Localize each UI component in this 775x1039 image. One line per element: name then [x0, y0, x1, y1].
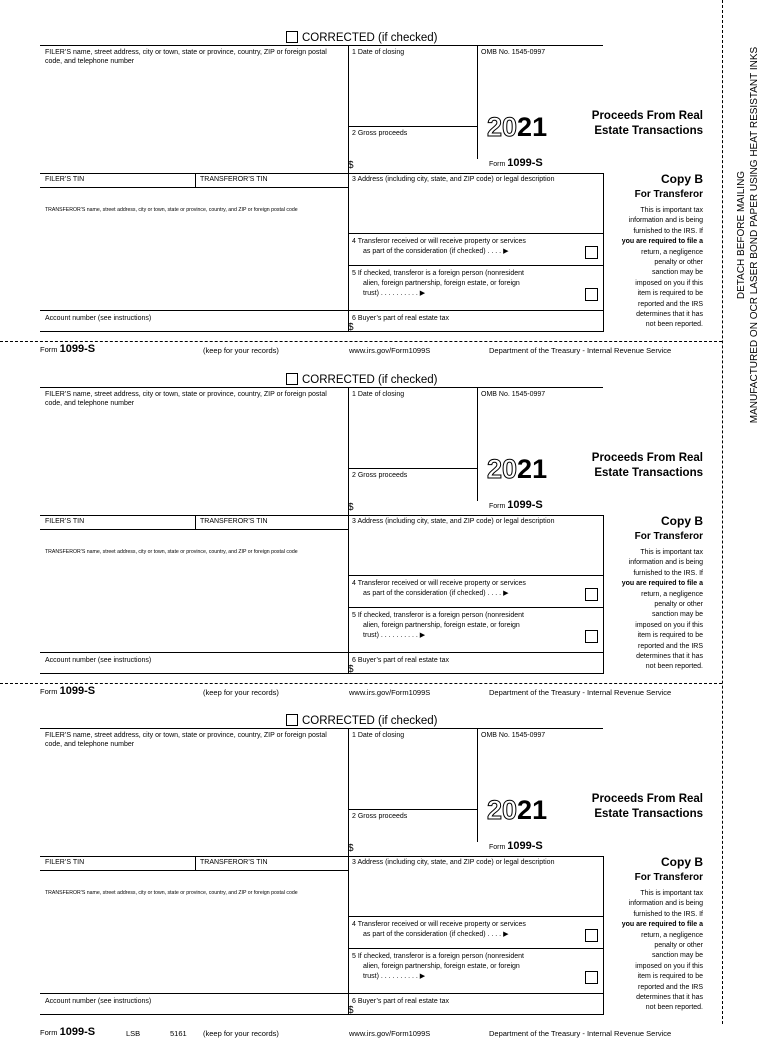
omb-number: OMB No. 1545-0997	[481, 732, 546, 739]
box4-checkbox[interactable]	[585, 929, 598, 942]
vertical-cut-line	[722, 0, 723, 1024]
tax-notice	[603, 889, 703, 1014]
form-number	[489, 499, 543, 513]
notice-line: return, a negligence	[641, 248, 703, 256]
account-number-label: Account number (see instructions)	[45, 657, 152, 664]
box5-line3: trust) . . . . . . . . . . ▶	[363, 290, 426, 297]
box2-label: 2 Gross proceeds	[352, 472, 408, 479]
corrected-checkbox[interactable]	[286, 31, 437, 45]
copy-recipient: For Transferor	[634, 531, 703, 542]
tax-notice	[603, 548, 703, 673]
omb-number: OMB No. 1545-0997	[481, 49, 546, 56]
title-line1: Proceeds From Real	[591, 110, 703, 122]
box6-dollar: $	[348, 1005, 354, 1016]
account-number-label: Account number (see instructions)	[45, 998, 152, 1005]
title-line2: Estate Transactions	[594, 467, 703, 479]
notice-line: reported and the IRS	[638, 983, 703, 991]
notice-line: sanction may be	[652, 611, 703, 619]
box5-line1: 5 If checked, transferor is a foreign person (nonresident	[352, 953, 524, 960]
box5-checkbox[interactable]	[585, 971, 598, 984]
box6-dollar: $	[348, 664, 354, 675]
footer-keep: (keep for your records)	[203, 688, 279, 697]
box4-checkbox[interactable]	[585, 246, 598, 259]
year-bold: 21	[517, 454, 548, 484]
footer-code: 5161	[170, 1029, 187, 1038]
box5-line2: alien, foreign partnership, foreign estate, or foreign	[363, 963, 520, 970]
notice-line: sanction may be	[652, 952, 703, 960]
notice-line: item is required to be	[637, 973, 703, 981]
notice-bold-line: you are required to file a	[621, 238, 703, 246]
box4-line2: as part of the consideration (if checked) . . . . ▶	[363, 931, 509, 938]
transferor-tin-label: TRANSFEROR’S TIN	[200, 518, 268, 525]
copy-label: Copy B	[661, 514, 703, 528]
footer-form-word: Form	[40, 1028, 58, 1037]
notice-line: item is required to be	[637, 632, 703, 640]
footer-url[interactable]: www.irs.gov/Form1099S	[349, 688, 431, 697]
footer-form-number: 1099-S	[59, 1026, 96, 1038]
form-word: Form	[489, 844, 506, 851]
filer-tin-label: FILER’S TIN	[45, 859, 85, 866]
footer-department: Department of the Treasury - Internal Revenue Service	[489, 1029, 672, 1038]
title-line1: Proceeds From Real	[591, 452, 703, 464]
notice-line: reported and the IRS	[638, 300, 703, 308]
box4-line2: as part of the consideration (if checked) . . . . ▶	[363, 590, 509, 597]
notice-line: imposed on you if this	[635, 962, 703, 970]
notice-line: penalty or other	[654, 601, 703, 609]
transferor-name-label: TRANSFEROR’S name, street address, city or town, state or province, country, and ZIP or foreign postal code	[45, 549, 298, 555]
box6-label: 6 Buyer’s part of real estate tax	[352, 998, 450, 1005]
form-1099s	[0, 31, 722, 355]
tax-year	[487, 796, 547, 824]
corrected-label: CORRECTED (if checked)	[302, 374, 438, 386]
year-bold: 21	[517, 795, 548, 825]
corrected-label: CORRECTED (if checked)	[302, 715, 438, 727]
notice-line: determines that it has	[636, 653, 703, 661]
horizontal-cut-line	[0, 683, 722, 684]
footer-keep: (keep for your records)	[203, 1029, 279, 1038]
corrected-label: CORRECTED (if checked)	[302, 32, 438, 44]
box4-line1: 4 Transferor received or will receive property or services	[352, 238, 526, 245]
corrected-checkbox[interactable]	[286, 714, 437, 728]
notice-line: determines that it has	[636, 994, 703, 1002]
year-bold: 21	[517, 112, 548, 142]
form-grid	[40, 45, 603, 331]
form-grid	[40, 728, 603, 1014]
box4-line2: as part of the consideration (if checked) . . . . ▶	[363, 248, 509, 255]
copy-label: Copy B	[661, 172, 703, 186]
box5-line1: 5 If checked, transferor is a foreign person (nonresident	[352, 270, 524, 277]
notice-line: return, a negligence	[641, 590, 703, 598]
form-title	[568, 451, 703, 481]
notice-line: This is important tax	[640, 890, 703, 897]
tax-year	[487, 455, 547, 483]
box4-checkbox[interactable]	[585, 588, 598, 601]
box3-label: 3 Address (including city, state, and ZIP code) or legal description	[352, 176, 555, 183]
checkbox-icon	[286, 31, 298, 43]
notice-line: information and is being	[628, 900, 703, 908]
box5-line3: trust) . . . . . . . . . . ▶	[363, 973, 426, 980]
transferor-tin-label: TRANSFEROR’S TIN	[200, 176, 268, 183]
notice-line: furnished to the IRS. If	[633, 569, 703, 577]
filer-tin-label: FILER’S TIN	[45, 518, 85, 525]
box5-line3: trust) . . . . . . . . . . ▶	[363, 632, 426, 639]
notice-bold-line: you are required to file a	[621, 921, 703, 929]
box2-label: 2 Gross proceeds	[352, 130, 408, 137]
box1-label: 1 Date of closing	[352, 391, 405, 398]
title-line2: Estate Transactions	[594, 125, 703, 137]
year-outline: 20	[487, 454, 518, 484]
box2-dollar: $	[348, 843, 354, 854]
year-outline: 20	[487, 112, 518, 142]
account-number-label: Account number (see instructions)	[45, 315, 152, 322]
form-1099s	[0, 373, 722, 697]
box2-label: 2 Gross proceeds	[352, 813, 408, 820]
notice-line: furnished to the IRS. If	[633, 227, 703, 235]
year-outline: 20	[487, 795, 518, 825]
form-number-value: 1099-S	[507, 499, 543, 511]
tax-notice	[603, 206, 703, 331]
box5-line2: alien, foreign partnership, foreign estate, or foreign	[363, 280, 520, 287]
notice-line: sanction may be	[652, 269, 703, 277]
transferor-name-label: TRANSFEROR’S name, street address, city or town, state or province, country, and ZIP or foreign postal code	[45, 207, 298, 213]
box6-dollar: $	[348, 322, 354, 333]
notice-line: imposed on you if this	[635, 621, 703, 629]
notice-line: information and is being	[628, 217, 703, 225]
notice-line: not been reported.	[645, 321, 703, 329]
notice-line: reported and the IRS	[638, 642, 703, 650]
footer-url[interactable]: www.irs.gov/Form1099S	[349, 346, 431, 355]
notice-line: not been reported.	[645, 663, 703, 671]
footer-url[interactable]: www.irs.gov/Form1099S	[349, 1029, 431, 1038]
side-line-manufactured: MANUFACTURED ON OCR LASER BOND PAPER USING HEAT RESISTANT INKS	[749, 46, 760, 424]
side-line-detach: DETACH BEFORE MAILING	[736, 170, 747, 300]
tax-year	[487, 113, 547, 141]
form-title	[568, 792, 703, 822]
title-line1: Proceeds From Real	[591, 793, 703, 805]
side-instructions	[735, 40, 775, 430]
filer-name-label: FILER’S name, street address, city or town, state or province, country, ZIP or foreign postal code, and telephone number	[45, 732, 327, 748]
box4-line1: 4 Transferor received or will receive property or services	[352, 580, 526, 587]
filer-name-label: FILER’S name, street address, city or town, state or province, country, ZIP or foreign postal code, and telephone number	[45, 49, 327, 65]
copy-recipient: For Transferor	[634, 189, 703, 200]
form-number-value: 1099-S	[507, 157, 543, 169]
notice-bold-line: you are required to file a	[621, 580, 703, 588]
checkbox-icon	[286, 714, 298, 726]
form-word: Form	[489, 161, 506, 168]
footer-form-number: 1099-S	[59, 343, 96, 355]
checkbox-icon	[286, 373, 298, 385]
form-number	[489, 157, 543, 171]
form-number-value: 1099-S	[507, 840, 543, 852]
footer-department: Department of the Treasury - Internal Revenue Service	[489, 346, 672, 355]
box3-label: 3 Address (including city, state, and ZIP code) or legal description	[352, 859, 555, 866]
footer-form-id	[40, 344, 95, 355]
footer-form-number: 1099-S	[59, 685, 96, 697]
footer-keep: (keep for your records)	[203, 346, 279, 355]
box2-dollar: $	[348, 502, 354, 513]
notice-line: not been reported.	[645, 1004, 703, 1012]
footer-form-id	[40, 1027, 95, 1038]
footer-lsb: LSB	[126, 1029, 141, 1038]
box5-line2: alien, foreign partnership, foreign estate, or foreign	[363, 622, 520, 629]
footer-department: Department of the Treasury - Internal Revenue Service	[489, 688, 672, 697]
horizontal-cut-line	[0, 341, 722, 342]
box1-label: 1 Date of closing	[352, 49, 405, 56]
notice-line: determines that it has	[636, 311, 703, 319]
box2-dollar: $	[348, 160, 354, 171]
form-word: Form	[489, 503, 506, 510]
footer-form-word: Form	[40, 687, 58, 696]
title-line2: Estate Transactions	[594, 808, 703, 820]
notice-line: furnished to the IRS. If	[633, 910, 703, 918]
notice-line: item is required to be	[637, 290, 703, 298]
footer-form-word: Form	[40, 345, 58, 354]
filer-name-label: FILER’S name, street address, city or town, state or province, country, ZIP or foreign postal code, and telephone number	[45, 391, 327, 407]
box4-line1: 4 Transferor received or will receive property or services	[352, 921, 526, 928]
box3-label: 3 Address (including city, state, and ZIP code) or legal description	[352, 518, 555, 525]
notice-line: This is important tax	[640, 549, 703, 556]
box5-checkbox[interactable]	[585, 630, 598, 643]
form-number	[489, 840, 543, 854]
notice-line: information and is being	[628, 559, 703, 567]
notice-line: penalty or other	[654, 259, 703, 267]
box1-label: 1 Date of closing	[352, 732, 405, 739]
corrected-checkbox[interactable]	[286, 373, 437, 387]
box6-label: 6 Buyer’s part of real estate tax	[352, 657, 450, 664]
footer-form-id	[40, 686, 95, 697]
transferor-name-label: TRANSFEROR’S name, street address, city or town, state or province, country, and ZIP or foreign postal code	[45, 890, 298, 896]
notice-line: This is important tax	[640, 207, 703, 214]
notice-line: imposed on you if this	[635, 279, 703, 287]
notice-line: return, a negligence	[641, 931, 703, 939]
transferor-tin-label: TRANSFEROR’S TIN	[200, 859, 268, 866]
form-grid	[40, 387, 603, 673]
form-1099s	[0, 714, 722, 1038]
box5-line1: 5 If checked, transferor is a foreign person (nonresident	[352, 612, 524, 619]
copy-recipient: For Transferor	[634, 872, 703, 883]
filer-tin-label: FILER’S TIN	[45, 176, 85, 183]
box5-checkbox[interactable]	[585, 288, 598, 301]
box6-label: 6 Buyer’s part of real estate tax	[352, 315, 450, 322]
form-title	[568, 109, 703, 139]
copy-label: Copy B	[661, 855, 703, 869]
omb-number: OMB No. 1545-0997	[481, 391, 546, 398]
notice-line: penalty or other	[654, 942, 703, 950]
